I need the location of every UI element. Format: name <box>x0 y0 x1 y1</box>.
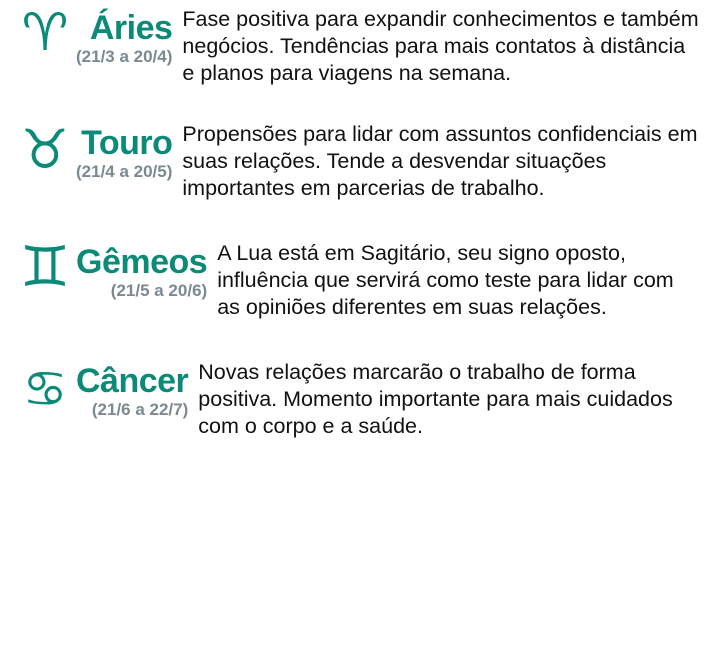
sign-name: Gêmeos <box>76 243 208 281</box>
sign-dates: (21/3 a 20/4) <box>76 47 173 66</box>
gemini-zodiac-icon: ♊ <box>19 235 71 300</box>
horoscope-entry-touro <box>0 118 704 202</box>
sign-name: Touro <box>81 124 173 162</box>
sign-name: Câncer <box>76 362 189 400</box>
sign-header <box>14 3 173 67</box>
sign-forecast-text: Fase positiva para expandir conhecimentos e também negócios. Tendências para mais contatos à distância e planos para viagens na semana. <box>182 7 699 85</box>
sign-dates: (21/5 a 20/6) <box>110 281 208 300</box>
horoscope-entry-aries <box>0 3 704 87</box>
sign-header <box>14 235 208 301</box>
cancer-zodiac-icon: ♋ <box>22 360 68 418</box>
sign-name: Áries <box>89 9 173 47</box>
horoscope-entry-cancer <box>0 359 704 440</box>
taurus-zodiac-icon: ♉ <box>20 118 70 181</box>
horoscope-entry-gemeos <box>0 235 704 321</box>
aries-zodiac-icon: ♈ <box>21 3 69 63</box>
sign-forecast-text: Propensões para lidar com assuntos confidenciais em suas relações. Tende a desvendar situações importantes em parcerias de trabalho. <box>182 122 698 200</box>
sign-header <box>14 361 188 420</box>
sign-forecast-text: A Lua está em Sagitário, seu signo oposto, influência que servirá como teste para lidar com as opiniões diferentes em suas relações. <box>217 241 674 319</box>
sign-forecast-text: Novas relações marcarão o trabalho de forma positiva. Momento importante para mais cuidados com o corpo e a saúde. <box>198 360 673 438</box>
sign-header <box>14 118 173 182</box>
sign-dates: (21/4 a 20/5) <box>76 162 173 181</box>
sign-dates: (21/6 a 22/7) <box>91 400 189 419</box>
horoscope-list <box>0 3 704 440</box>
